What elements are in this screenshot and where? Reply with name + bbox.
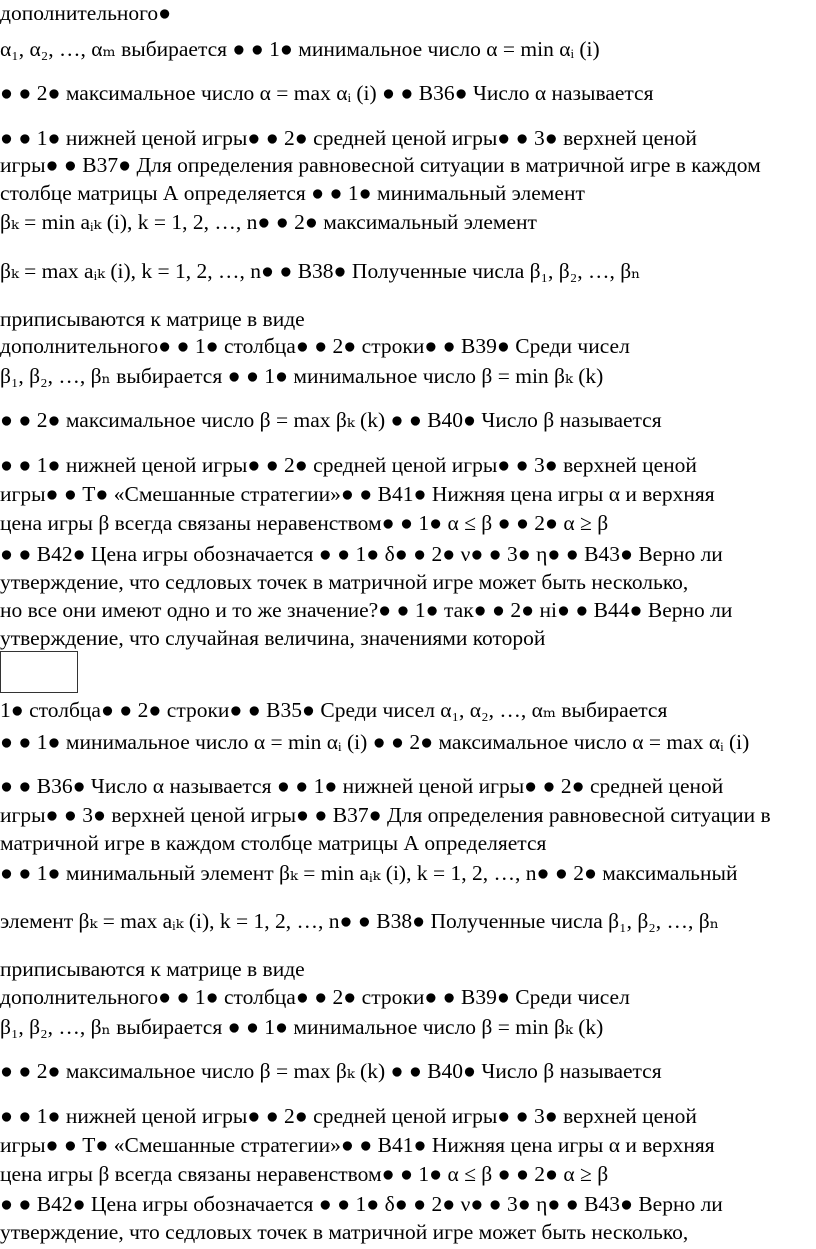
empty-image-frame — [0, 651, 78, 693]
text-line: ● ● 2● максимальное число α = max αᵢ (i) ● ● В36● Число α называется — [0, 81, 654, 105]
text-line: элемент βₖ = max aᵢₖ (i), k = 1, 2, …, n● ● В38● Полученные числа β₁, β₂, …, βₙ — [0, 909, 720, 933]
text-line: β₁, β₂, …, βₙ выбирается ● ● 1● минимальное число β = min βₖ (k) — [0, 364, 604, 388]
text-line: дополнительного● ● 1● столбца● ● 2● строки● ● В39● Среди чисел — [0, 985, 630, 1009]
text-line: ● ● 1● нижней ценой игры● ● 2● средней ценой игры● ● 3● верхней ценой — [0, 126, 697, 150]
text-line: ● ● В36● Число α называется ● ● 1● нижней ценой игры● ● 2● средней ценой — [0, 774, 724, 798]
text-line: утверждение, что случайная величина, значениями которой — [0, 626, 546, 650]
text-line: игры● ● Т● «Смешанные стратегии»● ● В41● Нижняя цена игры α и верхняя — [0, 482, 715, 506]
text-line: β₁, β₂, …, βₙ выбирается ● ● 1● минимальное число β = min βₖ (k) — [0, 1015, 604, 1039]
text-line: приписываются к матрице в виде — [0, 307, 305, 331]
text-line: приписываются к матрице в виде — [0, 957, 305, 981]
text-line: ● ● 1● нижней ценой игры● ● 2● средней ценой игры● ● 3● верхней ценой — [0, 453, 697, 477]
text-line: дополнительного● ● 1● столбца● ● 2● строки● ● В39● Среди чисел — [0, 334, 630, 358]
text-line: игры● ● В37● Для определения равновесной ситуации в матричной игре в каждом — [0, 153, 761, 177]
text-line: 1● столбца● ● 2● строки● ● В35● Среди чисел α₁, α₂, …, αₘ выбирается — [0, 698, 668, 722]
text-line: столбце матрицы А определяется ● ● 1● минимальный элемент — [0, 181, 585, 205]
text-line: α₁, α₂, …, αₘ выбирается ● ● 1● минимальное число α = min αᵢ (i) — [0, 37, 600, 61]
text-line: ● ● 1● нижней ценой игры● ● 2● средней ценой игры● ● 3● верхней ценой — [0, 1104, 697, 1128]
text-line: дополнительного● — [0, 1, 172, 25]
text-line: ● ● В42● Цена игры обозначается ● ● 1● δ● ● 2● ν● ● 3● η● ● В43● Верно ли — [0, 542, 723, 566]
text-line: ● ● В42● Цена игры обозначается ● ● 1● δ● ● 2● ν● ● 3● η● ● В43● Верно ли — [0, 1192, 723, 1216]
text-line: но все они имеют одно и то же значение?● ● 1● так● ● 2● ні● ● В44● Верно ли — [0, 598, 733, 622]
text-line: утверждение, что седловых точек в матричной игре может быть несколько, — [0, 1220, 689, 1244]
text-line: ● ● 2● максимальное число β = max βₖ (k) ● ● В40● Число β называется — [0, 408, 662, 432]
text-line: ● ● 2● максимальное число β = max βₖ (k) ● ● В40● Число β называется — [0, 1059, 662, 1083]
text-line: βₖ = max aᵢₖ (i), k = 1, 2, …, n● ● В38● Полученные числа β₁, β₂, …, βₙ — [0, 259, 641, 283]
text-line: утверждение, что седловых точек в матричной игре может быть несколько, — [0, 570, 689, 594]
text-line: цена игры β всегда связаны неравенством● ● 1● α ≤ β ● ● 2● α ≥ β — [0, 1162, 609, 1186]
text-line: ● ● 1● минимальное число α = min αᵢ (i) ● ● 2● максимальное число α = max αᵢ (i) — [0, 730, 750, 754]
text-line: игры● ● Т● «Смешанные стратегии»● ● В41● Нижняя цена игры α и верхняя — [0, 1133, 715, 1157]
text-line: матричной игре в каждом столбце матрицы А определяется — [0, 831, 547, 855]
text-line: βₖ = min aᵢₖ (i), k = 1, 2, …, n● ● 2● максимальный элемент — [0, 210, 537, 234]
text-line: цена игры β всегда связаны неравенством● ● 1● α ≤ β ● ● 2● α ≥ β — [0, 511, 609, 535]
text-line: игры● ● 3● верхней ценой игры● ● В37● Для определения равновесной ситуации в — [0, 803, 771, 827]
text-line: ● ● 1● минимальный элемент βₖ = min aᵢₖ (i), k = 1, 2, …, n● ● 2● максимальный — [0, 861, 738, 885]
